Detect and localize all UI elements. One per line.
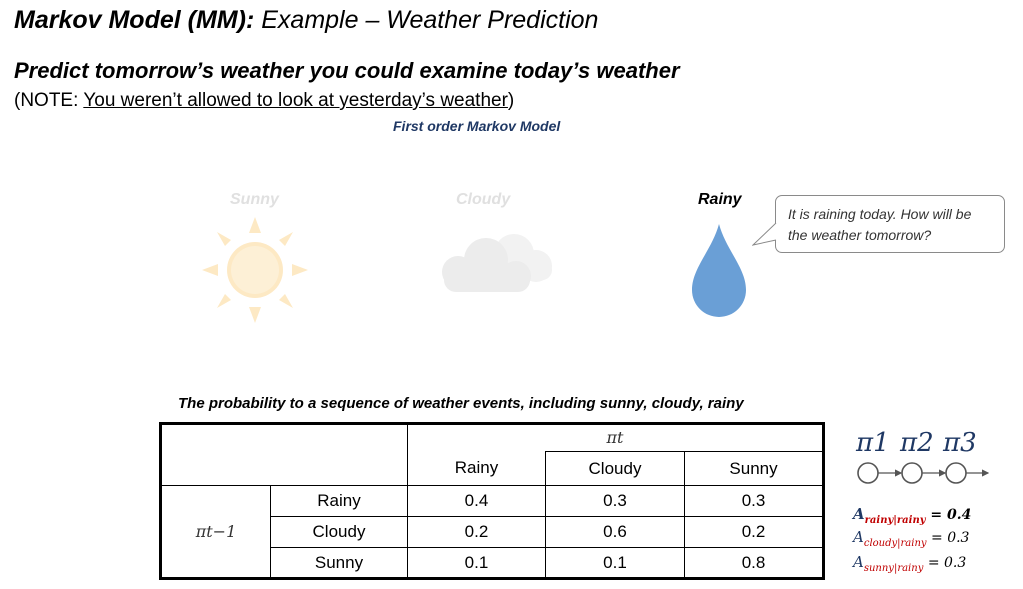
transition-cloudy-rainy: $A_{cloudy|rainy} = 0.3$ [853, 528, 970, 549]
question-text: It is raining today. How will be the weather tomorrow? [788, 206, 972, 243]
raindrop-icon [688, 222, 750, 322]
cell: 0.8 [685, 548, 824, 579]
cloud-icon [428, 230, 558, 296]
col-header-cloudy: Cloudy [546, 452, 685, 486]
title-sub: Example – Weather Prediction [261, 6, 599, 34]
table-caption: The probability to a sequence of weather events, including sunny, cloudy, rainy [178, 395, 744, 412]
transition-rainy-rainy: $A_{rainy|rainy} = 0.4$ [853, 505, 972, 526]
state-label-3: π3 [943, 428, 977, 458]
question-bubble [775, 195, 1005, 253]
slide-subtitle: Predict tomorrow’s weather you could examine today’s weather [14, 58, 680, 83]
model-label: First order Markov Model [393, 118, 561, 134]
state-node-1 [858, 463, 878, 483]
markov-chain-graph [850, 458, 1000, 488]
cell: 0.2 [685, 517, 824, 548]
state-label-1: π1 [856, 428, 890, 458]
cell: 0.3 [685, 486, 824, 517]
note-underlined: You weren’t allowed to look at yesterday’s weather [83, 90, 508, 111]
cell: 0.4 [408, 486, 546, 517]
transition-sunny-rainy: $A_{sunny|rainy} = 0.3$ [853, 553, 967, 574]
state-label-2: π2 [900, 428, 934, 458]
corner-cell [161, 424, 408, 486]
cell: 0.1 [408, 548, 546, 579]
col-group-symbol: πt [606, 428, 624, 447]
cell: 0.3 [546, 486, 685, 517]
row-header-cloudy: Cloudy [271, 517, 408, 548]
row-header-rainy: Rainy [271, 486, 408, 517]
note-line [14, 90, 514, 112]
rainy-label: Rainy [698, 191, 742, 208]
row-group-header [161, 486, 271, 579]
state-node-3 [946, 463, 966, 483]
state-node-2 [902, 463, 922, 483]
table-row [161, 486, 824, 517]
sunny-label: Sunny [230, 191, 279, 208]
title-main: Markov Model (MM): [14, 6, 255, 34]
row-group-symbol: πt−1 [195, 521, 237, 541]
col-group-header [408, 424, 824, 452]
cell: 0.1 [546, 548, 685, 579]
cell: 0.2 [408, 517, 546, 548]
slide-title [14, 6, 598, 35]
note-prefix: (NOTE: [14, 90, 84, 111]
sun-icon [200, 215, 310, 325]
cloudy-label: Cloudy [456, 191, 511, 208]
row-header-sunny: Sunny [271, 548, 408, 579]
cell: 0.6 [546, 517, 685, 548]
col-header-rainy: Rainy [408, 452, 546, 486]
bubble-tail [752, 222, 778, 248]
col-header-sunny: Sunny [685, 452, 824, 486]
note-suffix: ) [507, 90, 515, 111]
transition-table [159, 422, 825, 580]
